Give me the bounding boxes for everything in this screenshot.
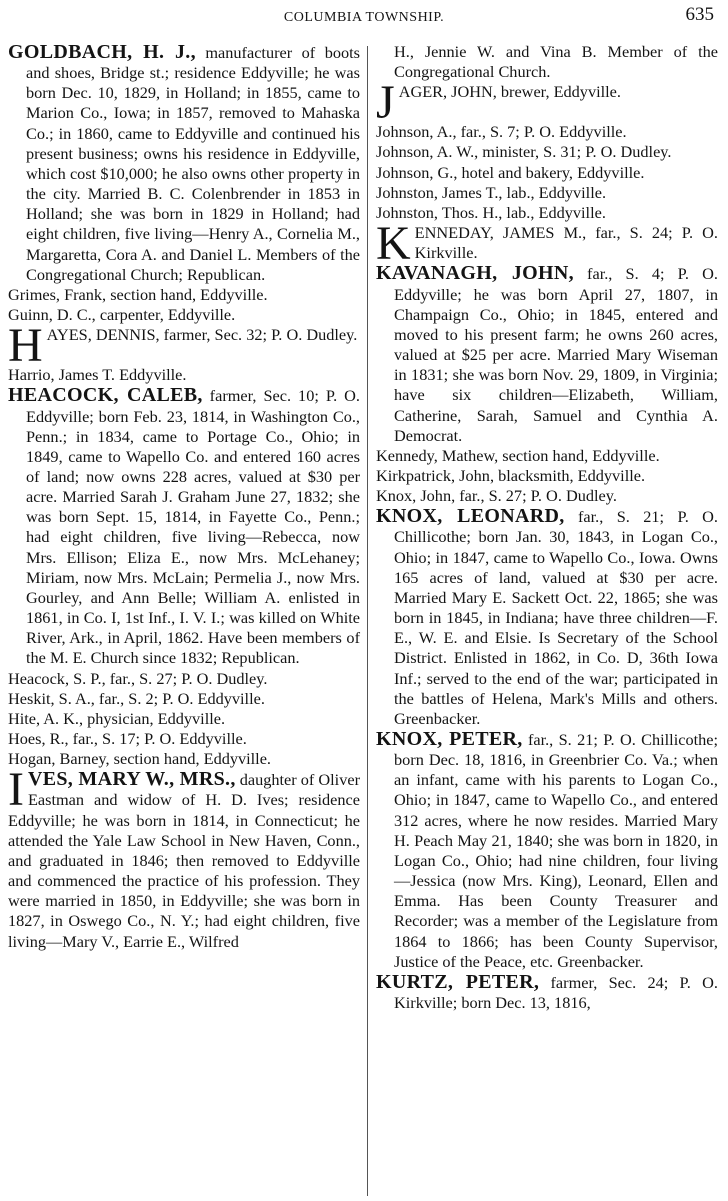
page-header	[0, 4, 728, 34]
entry-text: Grimes, Frank, section hand, Eddyville.	[8, 284, 268, 304]
entry-name: HEACOCK, CALEB,	[8, 384, 203, 407]
entry-text: Knox, John, far., S. 27; P. O. Dudley.	[376, 486, 617, 506]
entry-text: far., S. 21; P. O. Chillicothe; born Dec. 18, 1816, in Greenbrier Co. Va.; when an infant, came with his parents to Logan Co., Ohio; in 1847, came to Wapello Co., and entered 312 acres, where he now resides. Married Mary H. Peach May 21, 1840; she was born in 1820, in Logan Co., Ohio; had nine children, four living—Jessica (now Mrs. King), Leonard, Ellen and Emma. Has been County Treasurer and Recorder; was a member of the Legislature from 1864 to 1866; has been County Supervisor, Justice of the Peace, etc. Greenbacker.	[394, 730, 719, 971]
directory-entry	[8, 305, 360, 325]
entry-text: Johnson, A. W., minister, S. 31; P. O. Dudley.	[376, 142, 672, 162]
directory-entry	[376, 142, 718, 162]
entry-text: Johnson, G., hotel and bakery, Eddyville.	[376, 162, 645, 182]
entry-text: AGER, JOHN, brewer, Eddyville.	[398, 82, 621, 102]
entry-text: Johnson, A., far., S. 7; P. O. Eddyville.	[376, 122, 627, 142]
running-title: COLUMBIA TOWNSHIP.	[283, 10, 445, 25]
entry-name: KURTZ, PETER,	[376, 970, 540, 993]
directory-entry	[376, 466, 718, 486]
entry-text: Kennedy, Mathew, section hand, Eddyville.	[376, 445, 660, 465]
directory-entry	[376, 42, 718, 82]
directory-entry	[376, 486, 718, 506]
entry-text: far., S. 4; P. O. Eddyville; he was born April 27, 1807, in Champaign Co., Ohio; in 1845, entered and moved to his present farm; he owns 260 acres, valued at $25 per acre. Married Mary Wiseman in 1831; she was born Nov. 29, 1809, in Virginia; have six children—Elizabeth, William, Catherine, Sarah, Samuel and Cynthia A. Democrat.	[394, 264, 718, 445]
entry-name: KNOX, LEONARD,	[376, 505, 565, 528]
directory-entry	[376, 122, 718, 142]
directory-entry	[8, 763, 360, 951]
directory-entry	[8, 319, 360, 373]
entry-text: farmer, Sec. 24; P. O. Kirkville; born Dec. 13, 1816,	[394, 972, 718, 1013]
drop-cap-letter: H	[8, 319, 43, 373]
directory-entry	[8, 729, 360, 749]
entry-text: Hogan, Barney, section hand, Eddyville.	[8, 749, 271, 769]
entry-name: VES, MARY W., MRS.,	[27, 768, 236, 791]
drop-cap-letter: K	[376, 217, 411, 271]
directory-entry	[8, 709, 360, 729]
entry-text: Heskit, S. A., far., S. 2; P. O. Eddyville.	[8, 688, 265, 708]
entry-text: daughter of Oliver Eastman and widow of H. D. Ives; residence Eddyville; he was born in 1814, in Connecticut; he attended the Yale Law School in New Haven, Conn., and graduated in 1846; then removed to Eddyville and commenced the practice of his profession. They were married in 1850, in Eddyville; she was born in 1827, in Oswego Co., N. Y.; had eight children, five living—Mary V., Earrie E., Wilfred	[8, 770, 360, 951]
directory-entry	[8, 285, 360, 305]
entry-text: Heacock, S. P., far., S. 27; P. O. Dudley.	[8, 668, 268, 688]
directory-entry	[376, 506, 718, 729]
directory-entry	[376, 972, 718, 1013]
entry-name: GOLDBACH, H. J.,	[8, 41, 196, 63]
entry-text: Hite, A. K., physician, Eddyville.	[8, 708, 226, 728]
drop-cap-letter: J	[376, 76, 395, 130]
directory-entry	[376, 183, 718, 203]
entry-text: Guinn, D. C., carpenter, Eddyville.	[8, 305, 236, 325]
directory-entry	[376, 446, 718, 466]
directory-entry	[8, 385, 360, 668]
directory-entry	[8, 365, 360, 385]
entry-text: Johnston, James T., lab., Eddyville.	[376, 182, 607, 202]
entry-text: Harrio, James T. Eddyville.	[8, 365, 187, 385]
directory-entry	[8, 669, 360, 689]
right-column	[376, 42, 718, 1013]
column-divider	[367, 46, 368, 1196]
directory-entry	[376, 729, 718, 972]
directory-entry	[376, 263, 718, 445]
directory-entry	[8, 689, 360, 709]
entry-text: Johnston, Thos. H., lab., Eddyville.	[376, 202, 606, 222]
entry-text: AYES, DENNIS, farmer, Sec. 32; P. O. Dudley.	[46, 325, 358, 345]
entry-name: KNOX, PETER,	[376, 728, 523, 750]
directory-entry	[376, 76, 718, 130]
directory-entry	[8, 749, 360, 769]
entry-text: Hoes, R., far., S. 17; P. O. Eddyville.	[8, 729, 247, 748]
left-column	[8, 42, 360, 952]
entry-text: ENNEDAY, JAMES M., far., S. 24; P. O. Kirkville.	[414, 223, 718, 263]
entry-text: farmer, Sec. 10; P. O. Eddyville; born Feb. 23, 1814, in Washington Co., Penn.; in 1834, came to Portage Co., Ohio; in 1849, came to Wapello Co. and entered 160 acres of land; now owns 228 acres, valued at $30 per acre. Married Sarah J. Graham June 27, 1832; she was born Sept. 15, 1814, in Fayette Co., Penn.; had eight children, five living—Rebecca, now Mrs. Ellison; Eliza E., now Mrs. McLehaney; Miriam, now Mrs. McLain; Permelia J., now Mrs. Gourley, and Ann Belle; William A. enlisted in 1861, in Co. I, 1st Inf., I. V. I.; was killed on White River, Ark., in April, 1862. Have been members of the M. E. Church since 1832; Republican.	[26, 386, 361, 668]
entry-text: H., Jennie W. and Vina B. Member of the Congregational Church.	[394, 42, 718, 82]
entry-name: KAVANAGH, JOHN,	[376, 262, 574, 285]
entry-text: far., S. 21; P. O. Chillicothe; born Jan. 30, 1843, in Logan Co., Ohio; in 1847, came to Wapello Co., Iowa. Owns 165 acres of land, valued at $30 per acre. Married Mary E. Sackett Oct. 22, 1865; she was born in 1845, in Indiana; have three children—F. E., W. E. and Elsie. Is Secretary of the School District. Enlisted in 1862, in Co. D, 36th Iowa Inf.; served to the end of the war; participated in the battles of Helena, Mark's Mills and others. Greenbacker.	[394, 507, 718, 728]
directory-entry	[376, 203, 718, 223]
drop-cap-letter: I	[8, 763, 24, 817]
directory-entry	[376, 163, 718, 183]
page-number: 635	[685, 4, 714, 25]
entry-text: manufacturer of boots and shoes, Bridge st.; residence Eddyville; he was born Dec. 10, 1829, in Holland; in 1855, came to Marion Co., Iowa; in 1857, removed to Mahaska Co.; in 1860, came to Eddyville and continued his present business; owns his residence in Eddyville, which cost $10,000; he also owns other property in the city. Married B. C. Colenbrender in 1853 in Holland; she was born in 1829 in Holland; had eight children, five living—Henry A., Cornelia M., Margaretta, Cora A. and Daniel L. Members of the Congregational Church; Republican.	[26, 43, 360, 284]
directory-entry	[376, 217, 718, 271]
entry-text: Kirkpatrick, John, blacksmith, Eddyville.	[376, 465, 646, 485]
directory-entry	[8, 42, 360, 285]
